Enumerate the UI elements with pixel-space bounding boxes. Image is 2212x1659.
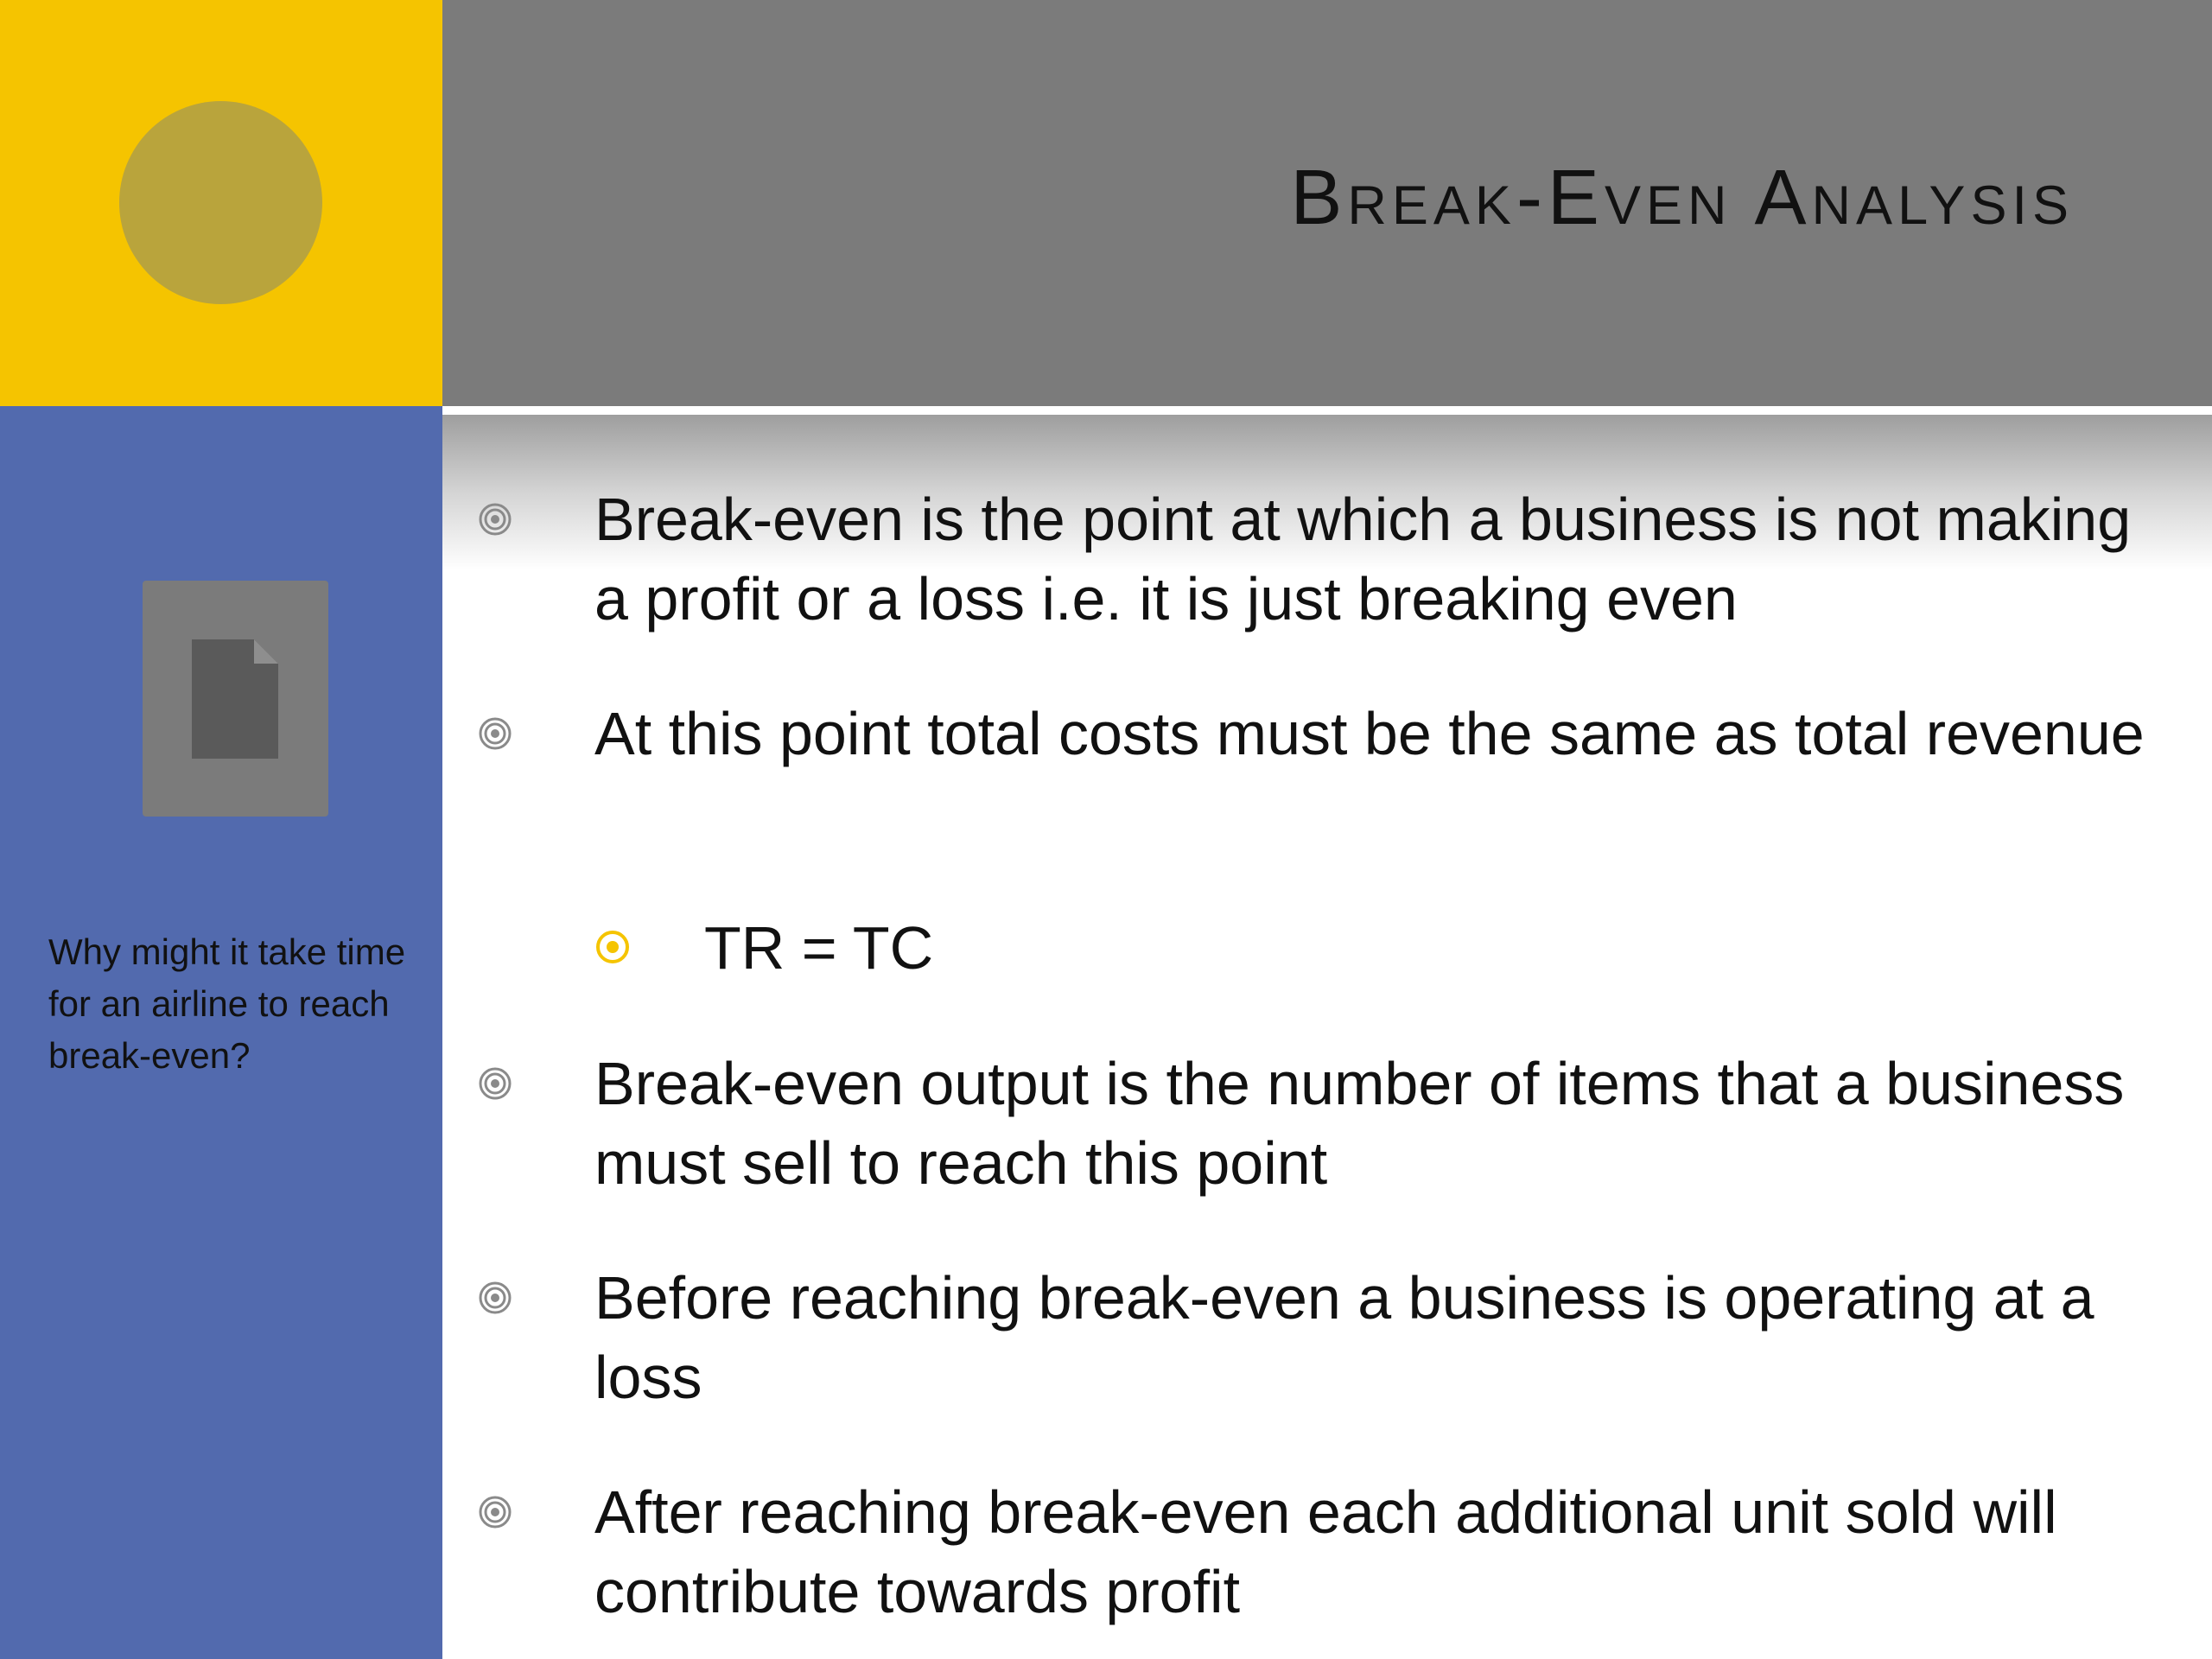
- sub-bullet-item: [704, 908, 2087, 988]
- bullet-item: [594, 480, 2167, 639]
- bullet-text: At this point total costs must be the same as total revenue: [594, 700, 2145, 767]
- bullet-item: [594, 1472, 2167, 1631]
- content-area: [442, 415, 2212, 1659]
- title-bar: [442, 0, 2212, 406]
- bullet-item: [594, 1044, 2167, 1203]
- sidebar-caption: Why might it take time for an airline to reach break-even?: [48, 931, 406, 1076]
- target-bullet-icon: [478, 716, 512, 751]
- corner-accent-block: [0, 0, 442, 406]
- ring-bullet-icon: [595, 930, 630, 964]
- bullet-text: Break-even output is the number of items that a business must sell to reach this point: [594, 1050, 2125, 1197]
- document-icon: [192, 639, 278, 759]
- decorative-circle: [119, 101, 322, 304]
- target-bullet-icon: [478, 1495, 512, 1529]
- target-bullet-icon: [478, 1281, 512, 1315]
- bullet-text: Before reaching break-even a business is operating at a loss: [594, 1264, 2094, 1411]
- target-bullet-icon: [478, 1066, 512, 1101]
- bullet-text: TR = TC: [704, 914, 934, 982]
- bullet-text: After reaching break-even each additional unit sold will contribute towards profit: [594, 1478, 2057, 1625]
- slide-title: Break-Even Analysis: [1290, 155, 2074, 241]
- bullet-text: Break-even is the point at which a business is not making a profit or a loss i.e. it is just breaking even: [594, 486, 2132, 632]
- target-bullet-icon: [478, 502, 512, 537]
- bullet-item: [594, 1258, 2167, 1417]
- title-divider: [442, 406, 2212, 415]
- bullet-item: [594, 694, 2167, 773]
